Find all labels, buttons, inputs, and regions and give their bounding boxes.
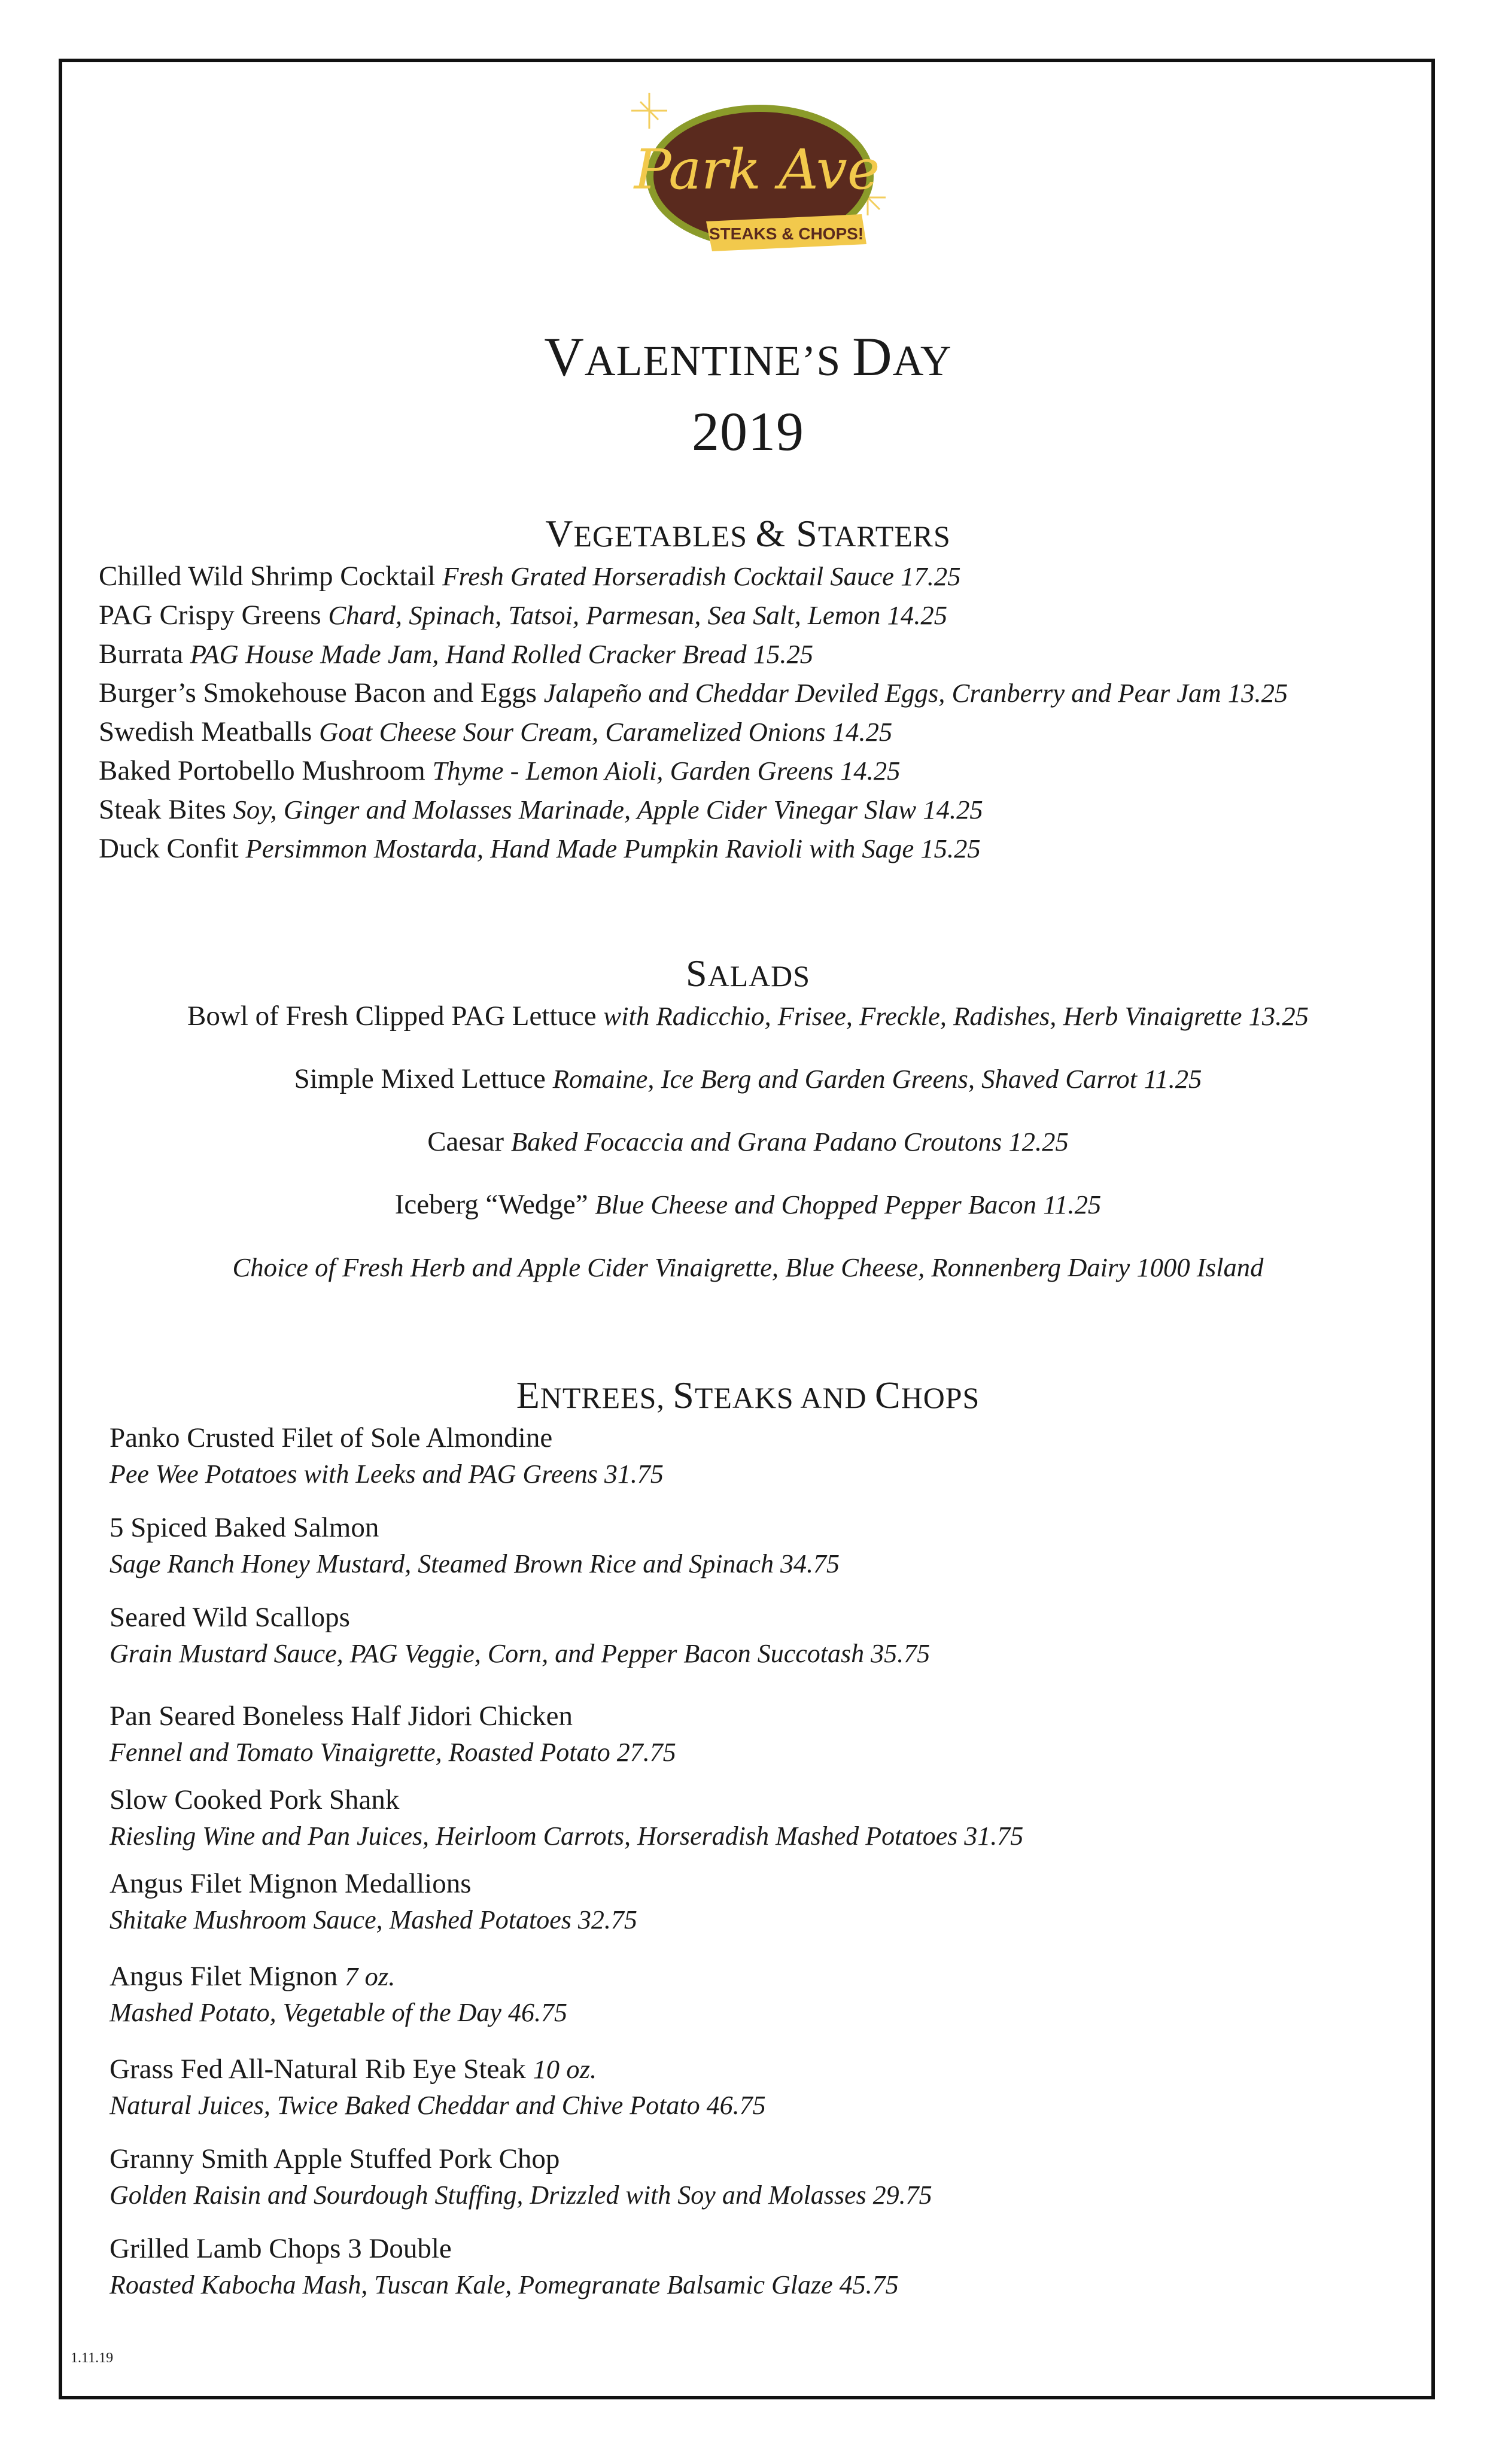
salad-item: [0, 1254, 1496, 1282]
section-heading-starters: VEGETABLES & STARTERS: [545, 512, 951, 555]
entree-name-text: 5 Spiced Baked Salmon: [110, 1512, 379, 1543]
salad-item: [0, 1002, 1496, 1030]
starter-item-desc: PAG House Made Jam, Hand Rolled Cracker Bread 15.25: [190, 639, 814, 669]
salad-item-desc: Choice of Fresh Herb and Apple Cider Vinaigrette, Blue Cheese, Ronnenberg Dairy 1000 Island: [232, 1252, 1264, 1282]
entree-item-name: [110, 1963, 395, 1991]
starter-item-desc: Fresh Grated Horseradish Cocktail Sauce 17.25: [442, 561, 961, 591]
entree-name-text: Angus Filet Mignon: [110, 1961, 345, 1992]
starter-item: [99, 835, 981, 863]
section-heading-entrees: ENTREES, STEAKS AND CHOPS: [516, 1374, 980, 1416]
entree-name-text: Grass Fed All-Natural Rib Eye Steak: [110, 2054, 533, 2085]
entree-name-text: Angus Filet Mignon Medallions: [110, 1868, 472, 1899]
entree-item-name: [110, 2055, 597, 2083]
entree-item-name: [110, 2145, 560, 2173]
salad-item-name: Iceberg “Wedge”: [394, 1189, 595, 1220]
entree-item-desc: Natural Juices, Twice Baked Cheddar and Chive Potato 46.75: [110, 2091, 766, 2120]
starter-item-name: PAG Crispy Greens: [99, 600, 329, 631]
entree-item-name: [110, 1514, 379, 1542]
salad-item-desc: Baked Focaccia and Grana Padano Croutons 12.25: [510, 1127, 1069, 1157]
starter-item-name: Baked Portobello Mushroom: [99, 755, 433, 786]
salad-item-name: Bowl of Fresh Clipped PAG Lettuce: [187, 1000, 604, 1032]
entree-name-text: Pan Seared Boneless Half Jidori Chicken: [110, 1701, 573, 1732]
entree-name-note: 10 oz.: [533, 2054, 597, 2084]
entree-name-text: Granny Smith Apple Stuffed Pork Chop: [110, 2143, 560, 2174]
entree-name-text: Seared Wild Scallops: [110, 1602, 350, 1633]
entree-item-desc: Grain Mustard Sauce, PAG Veggie, Corn, and Pepper Bacon Succotash 35.75: [110, 1639, 931, 1668]
starter-item: [99, 718, 892, 746]
starter-item-desc: Persimmon Mostarda, Hand Made Pumpkin Ravioli with Sage 15.25: [245, 833, 981, 863]
salad-item-desc: Romaine, Ice Berg and Garden Greens, Shaved Carrot 11.25: [552, 1064, 1202, 1094]
salad-item: [0, 1191, 1496, 1219]
entree-item-desc: Roasted Kabocha Mash, Tuscan Kale, Pomegranate Balsamic Glaze 45.75: [110, 2270, 899, 2299]
starter-item: [99, 757, 900, 785]
entree-item-desc: Riesling Wine and Pan Juices, Heirloom Carrots, Horseradish Mashed Potatoes 31.75: [110, 1821, 1024, 1851]
starter-item: [99, 796, 983, 824]
starter-item-desc: Chard, Spinach, Tatsoi, Parmesan, Sea Salt, Lemon 14.25: [328, 600, 948, 630]
logo-banner-text: STEAKS & CHOPS!: [709, 224, 864, 243]
entree-name-note: 7 oz.: [345, 1961, 396, 1991]
park-ave-logo: [616, 78, 904, 275]
entree-name-text: Panko Crusted Filet of Sole Almondine: [110, 1422, 553, 1453]
entree-name-text: Grilled Lamb Chops 3 Double: [110, 2233, 452, 2264]
entree-item-desc: Pee Wee Potatoes with Leeks and PAG Greens 31.75: [110, 1459, 664, 1489]
salad-item: [0, 1065, 1496, 1093]
section-heading-salads: SALADS: [686, 952, 810, 994]
print-date: 1.11.19: [71, 2350, 114, 2366]
entree-item-name: [110, 1870, 471, 1898]
starter-item-name: Swedish Meatballs: [99, 716, 320, 747]
starter-item: [99, 679, 1288, 707]
entree-item-desc: Sage Ranch Honey Mustard, Steamed Brown Rice and Spinach 34.75: [110, 1549, 840, 1578]
starter-item: [99, 640, 813, 668]
entree-item-name: [110, 2235, 452, 2263]
entree-item-name: [110, 1424, 552, 1452]
menu-title: VALENTINE’S DAY: [544, 326, 952, 387]
salad-item: [0, 1128, 1496, 1156]
salad-item-name: Simple Mixed Lettuce: [294, 1063, 553, 1094]
entree-item-desc: Fennel and Tomato Vinaigrette, Roasted Potato 27.75: [110, 1738, 676, 1767]
salad-item-desc: with Radicchio, Frisee, Freckle, Radishes, Herb Vinaigrette 13.25: [603, 1001, 1309, 1031]
starter-item-name: Duck Confit: [99, 833, 246, 864]
salad-item-name: Caesar: [427, 1126, 511, 1157]
entree-item-desc: Golden Raisin and Sourdough Stuffing, Drizzled with Soy and Molasses 29.75: [110, 2180, 932, 2210]
salad-item-desc: Blue Cheese and Chopped Pepper Bacon 11.25: [595, 1190, 1102, 1219]
entree-item-name: [110, 1702, 573, 1730]
menu-year: 2019: [692, 401, 804, 462]
starter-item-name: Steak Bites: [99, 794, 233, 825]
starter-item-desc: Soy, Ginger and Molasses Marinade, Apple Cider Vinegar Slaw 14.25: [233, 795, 983, 825]
entree-item-name: [110, 1786, 399, 1814]
starter-item: [99, 601, 947, 629]
entree-item-name: [110, 1604, 350, 1632]
starter-item: [99, 562, 961, 591]
starter-item-desc: Goat Cheese Sour Cream, Caramelized Onions 14.25: [319, 717, 893, 747]
entree-name-text: Slow Cooked Pork Shank: [110, 1784, 400, 1815]
starter-item-desc: Thyme - Lemon Aioli, Garden Greens 14.25: [432, 756, 901, 786]
starter-item-name: Burger’s Smokehouse Bacon and Eggs: [99, 677, 544, 708]
logo-script-text: Park Ave: [634, 138, 880, 202]
entree-item-desc: Shitake Mushroom Sauce, Mashed Potatoes 32.75: [110, 1905, 637, 1934]
starter-item-name: Burrata: [99, 638, 190, 670]
entree-item-desc: Mashed Potato, Vegetable of the Day 46.75: [110, 1998, 567, 2027]
starter-item-desc: Jalapeño and Cheddar Deviled Eggs, Cranberry and Pear Jam 13.25: [543, 678, 1288, 708]
starter-item-name: Chilled Wild Shrimp Cocktail: [99, 561, 443, 592]
